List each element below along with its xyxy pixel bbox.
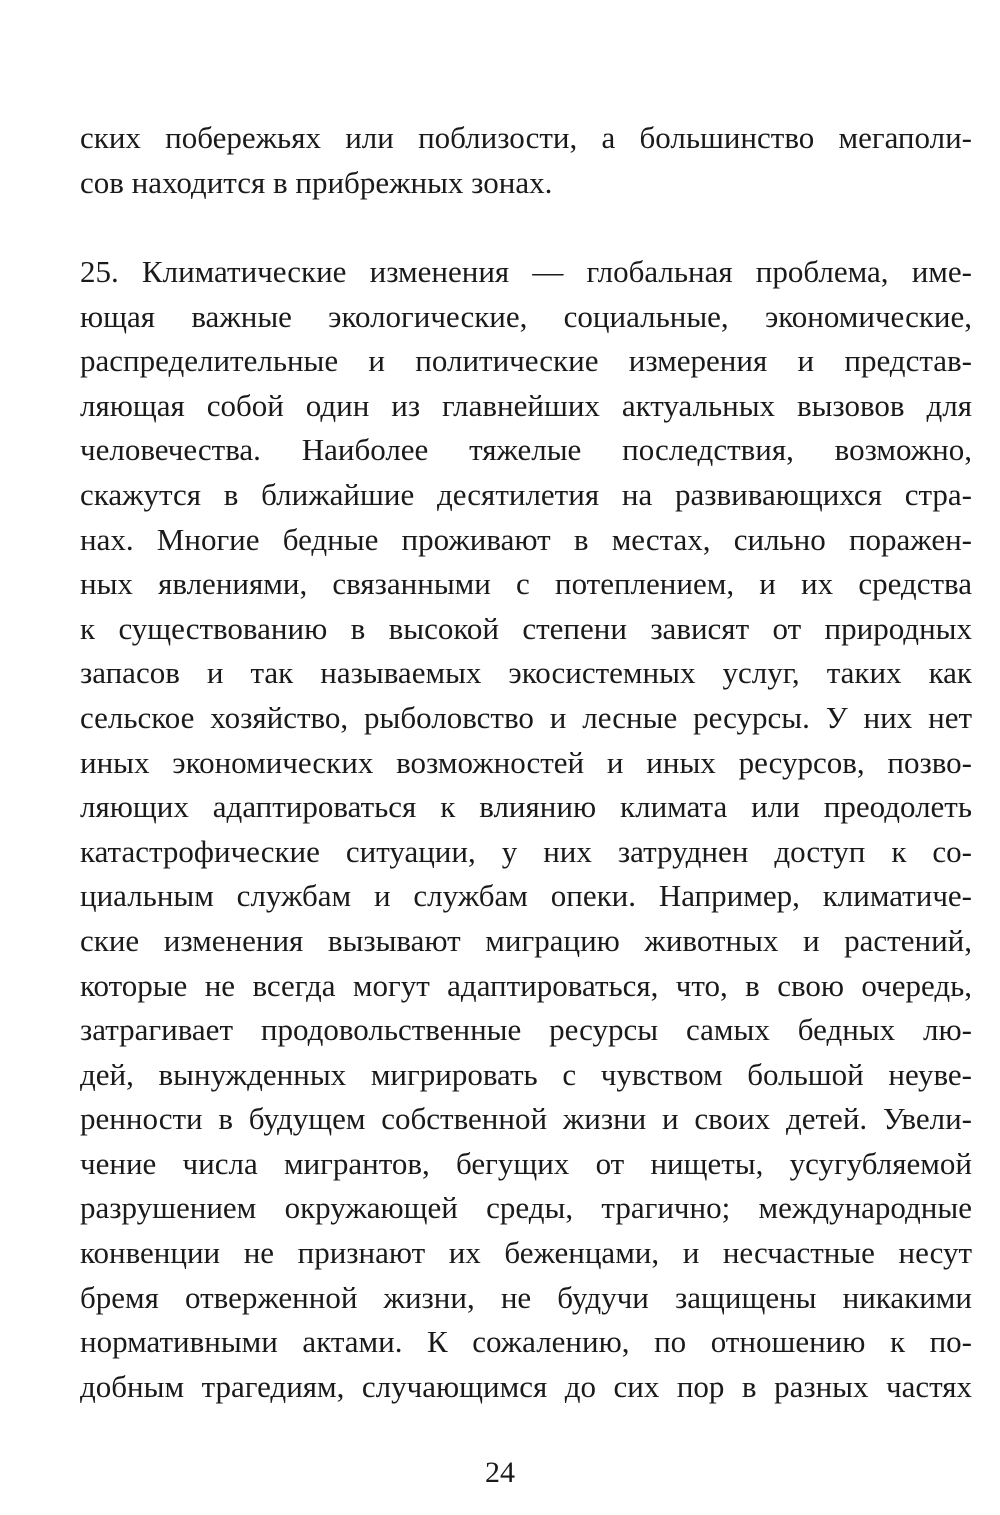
text-line: ские изменения вызывают миграцию животных и растений, [80,922,972,958]
text-line: затрагивает продовольственные ресурсы самых бедных лю- [80,1012,972,1048]
text-line: к существованию в высокой степени зависят от природных [80,610,972,646]
text-line: ляющая собой один из главнейших актуальных вызовов для [80,387,972,423]
text-line: добным трагедиям, случающимся до сих пор в разных частях [80,1368,972,1404]
text-line: скажутся в ближайшие десятилетия на развивающихся стра- [80,476,972,512]
text-line: разрушением окружающей среды, трагично; международные [80,1190,972,1226]
text-line: ных явлениями, связанными с потеплением, и их средства [80,566,972,602]
text-line: сельское хозяйство, рыболовство и лесные ресурсы. У них нет [80,699,972,735]
paragraph-25 [80,250,972,1409]
text-line: запасов и так называемых экосистемных услуг, таких как [80,655,972,691]
text-line: человечества. Наиболее тяжелые последствия, возможно, [80,432,972,468]
text-line: сов находится в прибрежных зонах. [80,164,553,200]
text-line: ских побережьях или поблизости, а большинство мегаполи- [80,120,972,155]
text-line: ющая важные экологические, социальные, экономические, [80,298,972,334]
text-line: чение числа мигрантов, бегущих от нищеты, усугубляемой [80,1145,972,1181]
text-line: катастрофические ситуации, у них затруднен доступ к со- [80,833,972,869]
text-line: 25. Климатические изменения — глобальная проблема, име- [80,254,972,289]
text-line: которые не всегда могут адаптироваться, что, в свою очередь, [80,967,972,1003]
text-line: бремя отверженной жизни, не будучи защищены никакими [80,1279,972,1315]
text-line: ляющих адаптироваться к влиянию климата или преодолеть [80,789,972,825]
text-line: ренности в будущем собственной жизни и своих детей. Увели- [80,1101,972,1137]
text-line: нах. Многие бедные проживают в местах, сильно поражен- [80,521,972,557]
text-line: иных экономических возможностей и иных ресурсов, позво- [80,744,972,780]
intro-paragraph [80,116,972,205]
text-line: дей, вынужденных мигрировать с чувством большой неуве- [80,1056,972,1092]
text-line: циальным службам и службам опеки. Например, климатиче- [80,878,972,914]
text-line: распределительные и политические измерения и представ- [80,343,972,379]
text-line: нормативными актами. К сожалению, по отношению к по- [80,1324,972,1360]
text-line: конвенции не признают их беженцами, и несчастные несут [80,1235,972,1271]
page-number: 24 [485,1456,515,1489]
